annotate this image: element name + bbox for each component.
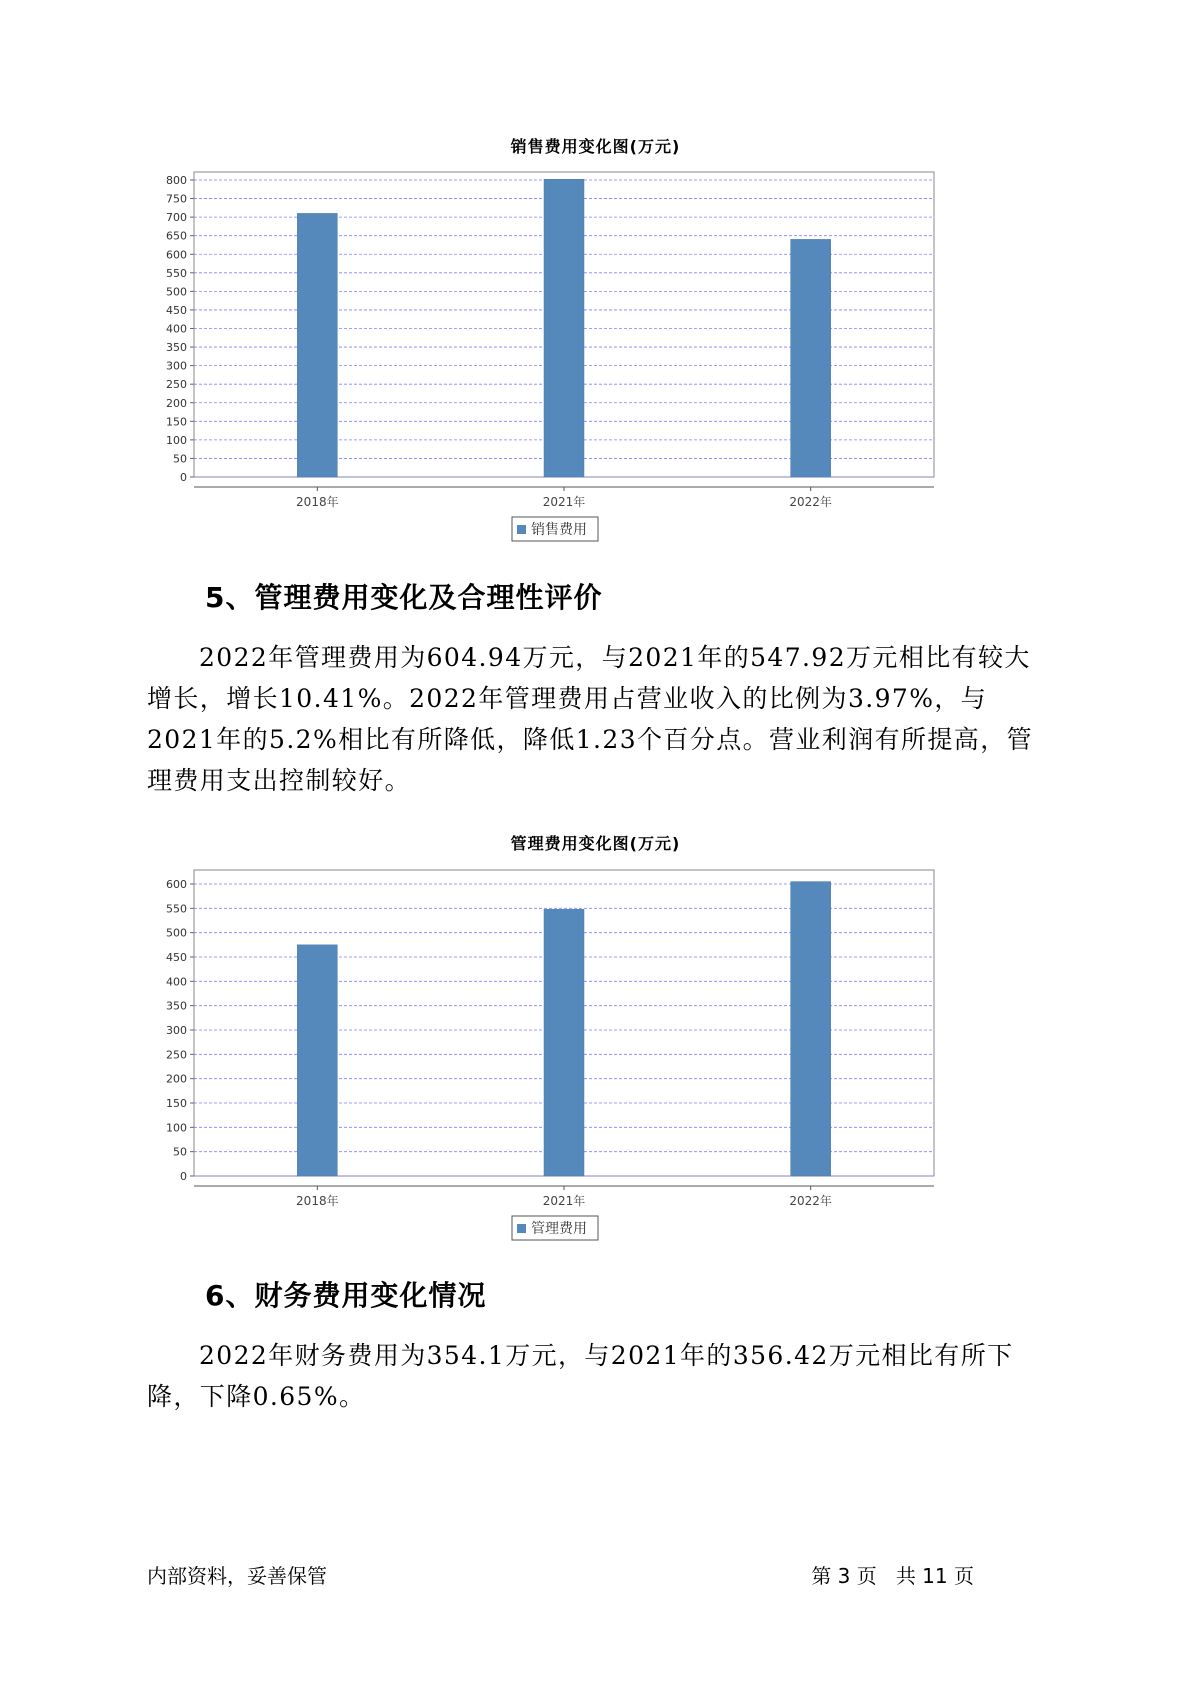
- admin-expense-chart: [150, 858, 1020, 1254]
- y-tick-label: 350: [166, 341, 187, 355]
- y-tick-label: 250: [166, 378, 187, 392]
- y-tick-label: 450: [166, 951, 187, 964]
- y-tick-label: 400: [166, 322, 187, 336]
- sales-expense-chart: [150, 160, 1020, 556]
- x-tick-label: 2022年: [789, 1194, 832, 1208]
- bar: [791, 239, 831, 477]
- y-tick-label: 0: [180, 471, 187, 484]
- bar: [544, 909, 584, 1176]
- bar: [297, 945, 337, 1176]
- y-tick-label: 300: [166, 359, 187, 373]
- footer-confidential: 内部资料，妥善保管: [147, 1564, 327, 1588]
- legend-swatch: [517, 1224, 526, 1233]
- legend-label: 销售费用: [531, 522, 587, 538]
- y-tick-label: 150: [166, 1097, 187, 1110]
- y-tick-label: 50: [173, 452, 187, 466]
- y-tick-label: 300: [166, 1024, 187, 1037]
- x-tick-label: 2018年: [296, 495, 339, 509]
- y-tick-label: 200: [166, 396, 187, 410]
- y-tick-label: 550: [166, 902, 187, 916]
- y-tick-label: 150: [166, 415, 187, 429]
- y-tick-label: 550: [166, 266, 187, 280]
- y-tick-label: 250: [166, 1048, 187, 1062]
- y-tick-label: 800: [166, 174, 187, 187]
- y-tick-label: 100: [166, 433, 187, 447]
- y-tick-label: 400: [166, 975, 187, 989]
- y-tick-label: 500: [166, 285, 187, 299]
- y-tick-label: 50: [173, 1145, 187, 1159]
- y-tick-label: 0: [180, 1170, 187, 1183]
- x-tick-label: 2021年: [542, 1194, 586, 1208]
- y-tick-label: 700: [166, 211, 187, 225]
- section-5-paragraph: 2022年管理费用为604.94万元，与2021年的547.92万元相比有较大增长，增长10.41%。2022年管理费用占营业收入的比例为3.97%，与2021年的5.2%相比有所降低，降低1.23个百分点。营业利润有所提高，管理费用支出控制较好。: [147, 643, 1034, 795]
- section-5-heading: 5、管理费用变化及合理性评价: [205, 581, 603, 614]
- y-tick-label: 600: [166, 878, 187, 891]
- legend-label: 管理费用: [531, 1221, 587, 1237]
- y-tick-label: 200: [166, 1072, 187, 1086]
- x-tick-label: 2018年: [296, 1194, 339, 1208]
- bar: [791, 882, 831, 1176]
- y-tick-label: 350: [166, 999, 187, 1013]
- bar: [297, 213, 337, 477]
- y-tick-label: 650: [166, 229, 187, 243]
- y-tick-label: 450: [166, 303, 187, 317]
- y-tick-label: 600: [166, 248, 187, 262]
- bar: [544, 179, 584, 477]
- sales-chart-title: 销售费用变化图(万元): [510, 137, 681, 156]
- section-6-heading: 6、财务费用变化情况: [205, 1279, 487, 1312]
- admin-chart-title: 管理费用变化图(万元): [510, 834, 681, 853]
- y-tick-label: 500: [166, 926, 187, 940]
- y-tick-label: 100: [166, 1121, 187, 1135]
- legend-swatch: [517, 525, 526, 534]
- footer-page-number: 第 3 页 共 11 页: [811, 1564, 974, 1588]
- x-tick-label: 2022年: [789, 495, 832, 509]
- x-tick-label: 2021年: [542, 495, 586, 509]
- y-tick-label: 750: [166, 192, 187, 206]
- section-6-paragraph: 2022年财务费用为354.1万元，与2021年的356.42万元相比有所下降，下降0.65%。: [147, 1341, 1014, 1411]
